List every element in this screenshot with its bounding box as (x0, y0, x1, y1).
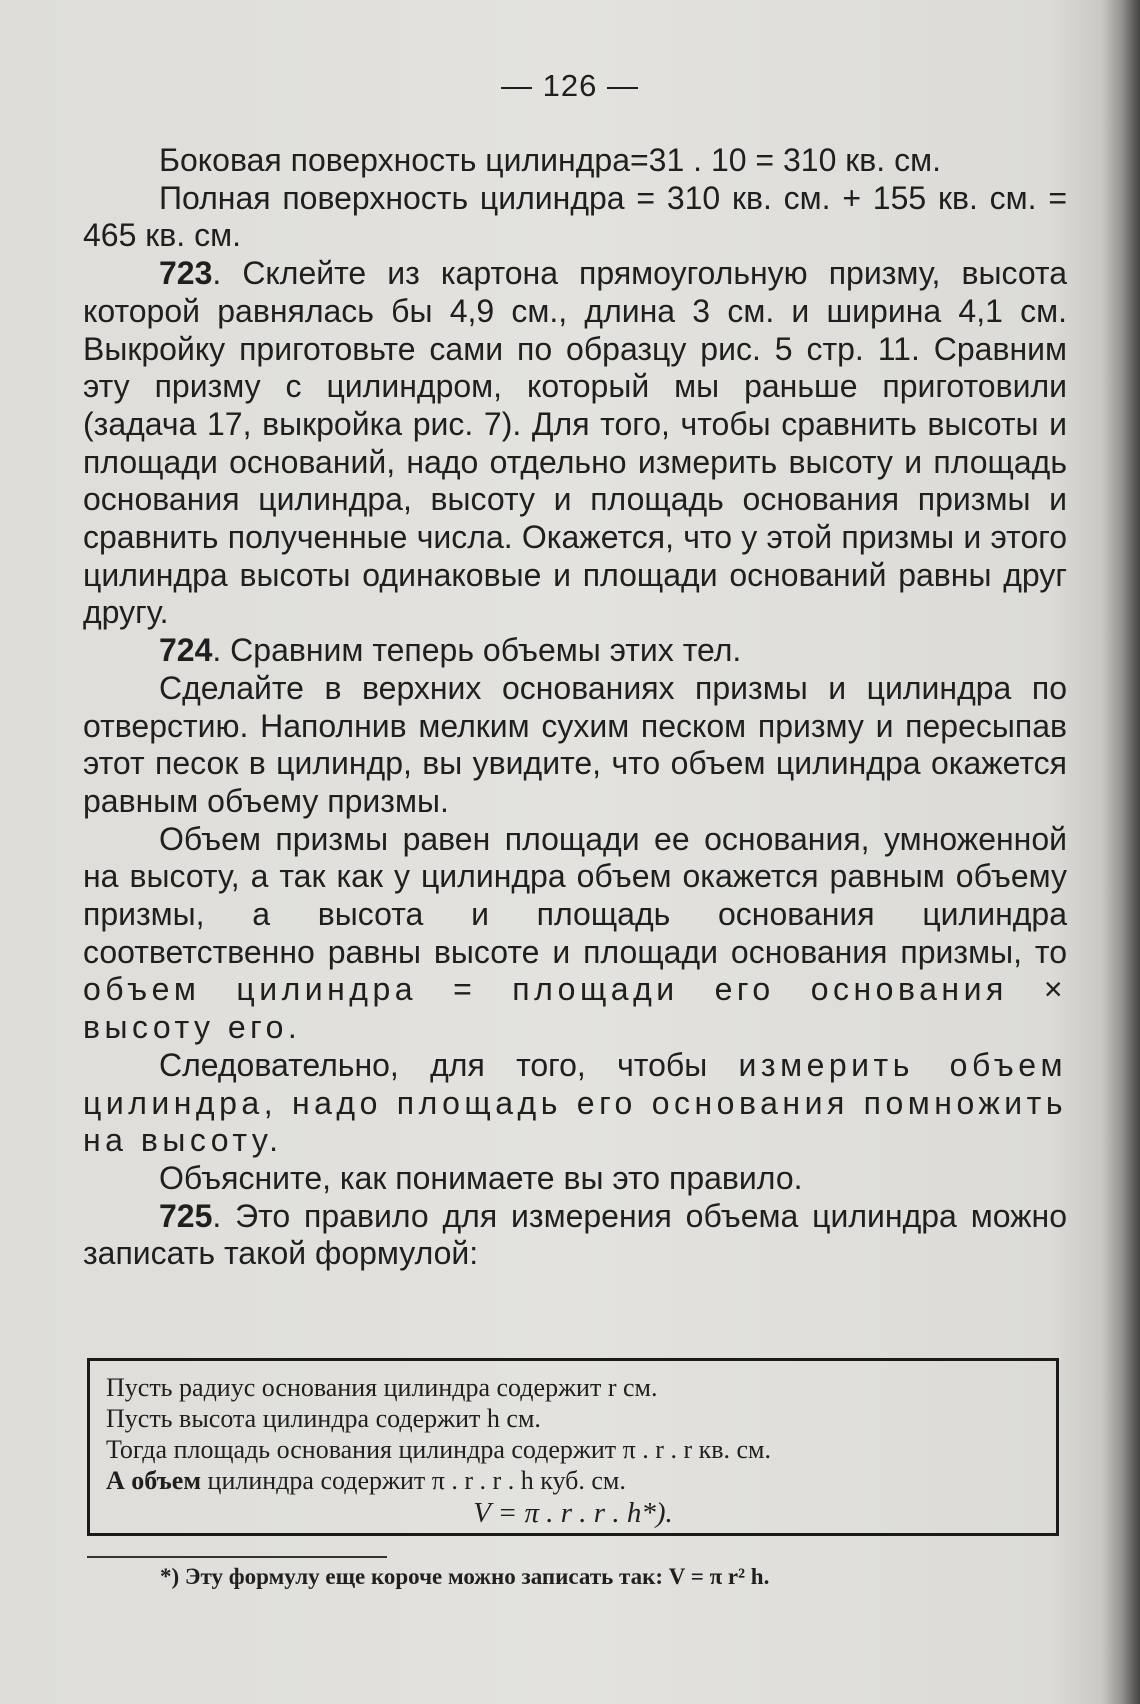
paragraph-explain: Объясните, как понимаете вы это правило. (159, 1159, 803, 1196)
formula-line-radius: Пусть радиус основания цилиндра содержит r см. (106, 1373, 658, 1402)
paragraph-problem-725 (83, 1198, 1067, 1273)
volume-reasoning-text: Объем призмы равен площади ее основания, умноженной на высоту, а так как у цилиндра объем окажется равным объему призмы, а высота и площадь основания цилиндра соответственно равны высоте и площади основания призмы, то (83, 820, 1067, 970)
paragraph-lateral-surface: Боковая поверхность цилиндра=31 . 10 = 310 кв. см. (159, 142, 941, 178)
formula-box (87, 1358, 1059, 1536)
paragraph-problem-724 (83, 632, 1067, 670)
problem-number-724: 724 (159, 632, 213, 669)
problem-723-text: . Склейте из картона прямоугольную призму, высота которой равнялась бы 4,9 см., длина 3 см. и ширина 4,1 см. Выкройку приготовьте сами по образцу рис. 5 стр. 11. Сравним эту призму с цилиндром, который мы раньше приготовили (задача 17, выкройка рис. 7). Для того, чтобы сравнить высоты и площади оснований, надо отдельно измерить высоту и площадь основания цилиндра, высоту и площадь основания призмы и сравнить полученные числа. Окажется, что у этой призмы и этого цилиндра высоты одинаковые и площади оснований равны друг другу. (83, 255, 1067, 631)
formula-line-height: Пусть высота цилиндра содержит h см. (106, 1404, 541, 1433)
conclusion-text: Следовательно, для того, чтобы (159, 1046, 739, 1083)
paragraph-volume-reasoning (83, 821, 1067, 1047)
conclusion-rule-spaced: измерить объем цилиндра, надо площадь его основания помножить на высоту. (83, 1046, 1068, 1159)
problem-724-text: . Сравним теперь объемы этих тел. (212, 632, 742, 669)
problem-725-text: . Это правило для измерения объема цилиндра можно записать такой формулой: (83, 1197, 1067, 1272)
problem-number-723: 723 (159, 255, 213, 292)
paragraph-problem-723 (83, 255, 1067, 632)
volume-rule-spaced: объем цилиндра = площади его основания × высоту его. (83, 971, 1067, 1046)
formula-line-base-area: Тогда площадь основания цилиндра содержит π . r . r кв. см. (106, 1435, 772, 1464)
volume-line-text: цилиндра содержит π . r . r . h куб. см. (201, 1466, 626, 1495)
paragraph-sand-experiment: Сделайте в верхних основаниях призмы и цилиндра по отверстию. Наполнив мелким сухим песком призму и пересыпав этот песок в цилиндр, вы увидите, что объем цилиндра окажется равным объему призмы. (83, 669, 1067, 819)
body-text (83, 142, 1067, 1273)
page-edge-shadow (1100, 0, 1140, 1704)
footnote-divider (87, 1556, 387, 1558)
page-number: — 126 — (501, 68, 639, 103)
volume-label-bold: А объем (106, 1466, 202, 1495)
formula-line-volume (106, 1465, 1040, 1496)
paragraph-total-surface: Полная поверхность цилиндра = 310 кв. см. + 155 кв. см. = 465 кв. см. (83, 179, 1067, 254)
problem-number-725: 725 (159, 1197, 213, 1234)
footnote: *) Эту формулу еще короче можно записать так: V = π r² h. (160, 1564, 770, 1589)
volume-formula: V = π . r . r . h*). (473, 1497, 673, 1529)
paragraph-conclusion (83, 1047, 1067, 1160)
